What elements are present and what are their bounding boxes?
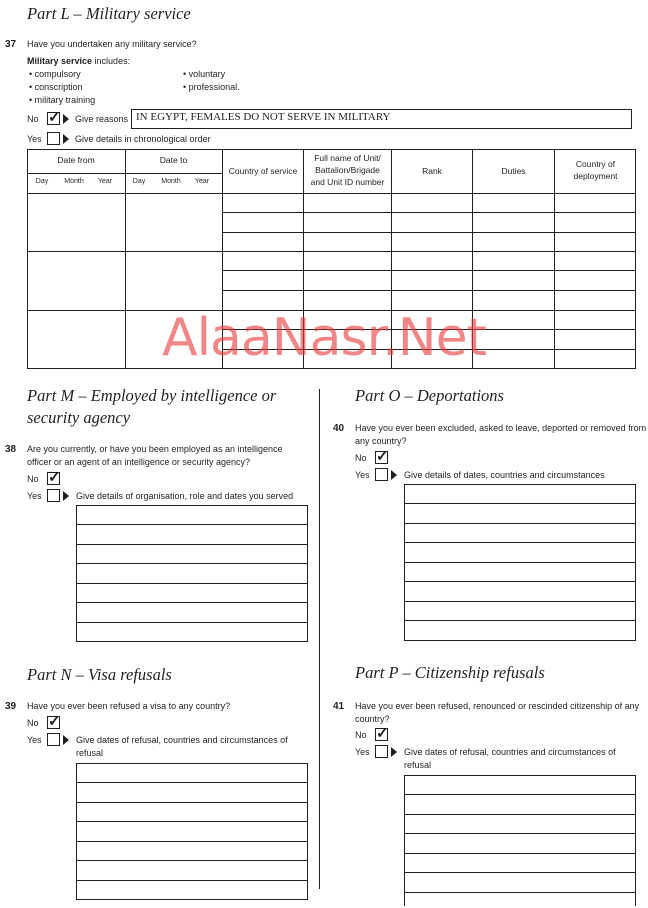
give-reasons-label: Give reasons <box>75 114 129 124</box>
check-icon: ✓ <box>48 469 61 486</box>
q37-no-label: No <box>27 114 39 124</box>
col-deployment-line-2: deployment <box>573 171 618 181</box>
arrow-icon <box>63 491 69 501</box>
q41-no-checkbox[interactable] <box>375 725 389 742</box>
col-to-year: Year <box>194 178 210 185</box>
question-40-text-1: Have you ever been excluded, asked to leave, deported or removed from <box>355 423 647 433</box>
bullet-professional: • professional. <box>183 81 240 94</box>
part-m-title-line-2: security agency <box>27 408 131 427</box>
q39-no-label: No <box>27 718 39 728</box>
part-o-title: Part O – Deportations <box>355 386 504 405</box>
question-40-number: 40 <box>333 423 345 434</box>
col-date-to: Date to <box>159 155 188 165</box>
col-deployment-line-1: Country of <box>575 159 616 169</box>
question-40-text-2: any country? <box>355 436 407 446</box>
q39-no-checkbox[interactable] <box>47 713 61 730</box>
q41-yes-instruction-1: Give dates of refusal, countries and circumstances of <box>404 747 616 757</box>
question-41-number: 41 <box>333 701 345 712</box>
bullet-conscription: • conscription <box>29 81 83 94</box>
question-37-text: Have you undertaken any military service? <box>27 39 197 49</box>
q37-reasons-field[interactable]: IN EGYPT, FEMALES DO NOT SERVE IN MILITARY <box>131 109 632 129</box>
question-37-number: 37 <box>5 39 17 50</box>
q39-yes-instruction-1: Give dates of refusal, countries and circumstances of <box>76 735 288 745</box>
check-icon: ✓ <box>376 725 389 742</box>
q38-no-checkbox[interactable] <box>47 469 61 486</box>
col-date-from: Date from <box>57 155 95 165</box>
q39-yes-label: Yes <box>27 735 42 745</box>
col-from-month: Month <box>64 178 84 185</box>
col-country-of-service: Country of service <box>228 166 298 176</box>
military-service-includes <box>27 55 130 68</box>
q40-details-box[interactable] <box>404 484 636 641</box>
col-to-month: Month <box>161 178 181 185</box>
q40-yes-instruction: Give details of dates, countries and circumstances <box>404 470 605 480</box>
q37-no-checkbox[interactable] <box>47 109 61 126</box>
lined-box <box>76 505 308 642</box>
q38-yes-instruction: Give details of organisation, role and dates you served <box>76 491 294 501</box>
q38-no-label: No <box>27 474 39 484</box>
col-unit-line-3: and Unit ID number <box>310 177 385 187</box>
q41-details-box[interactable] <box>404 775 636 906</box>
q39-yes-checkbox[interactable] <box>47 733 60 746</box>
question-41-text-1: Have you ever been refused, renounced or rescinded citizenship of any <box>355 701 640 711</box>
question-38-text-2: officer or an agent of an intelligence or security agency? <box>27 457 250 467</box>
col-unit-line-1: Full name of Unit/ <box>314 153 381 163</box>
part-p-title: Part P – Citizenship refusals <box>355 663 545 682</box>
col-from-year: Year <box>97 178 113 185</box>
col-duties: Duties <box>501 166 526 176</box>
q39-details-box[interactable] <box>76 763 308 900</box>
arrow-icon <box>63 114 69 124</box>
column-divider <box>319 389 320 889</box>
question-39-text: Have you ever been refused a visa to any country? <box>27 701 231 711</box>
part-m-title-line-1: Part M – Employed by intelligence or <box>27 386 277 405</box>
col-to-day: Day <box>132 178 146 185</box>
arrow-icon <box>391 470 397 480</box>
q37-yes-checkbox[interactable] <box>47 132 60 145</box>
q40-yes-checkbox[interactable] <box>375 468 388 481</box>
bullet-voluntary: • voluntary <box>183 68 225 81</box>
lined-box <box>76 763 308 900</box>
lined-box <box>404 775 636 906</box>
q38-details-box[interactable] <box>76 505 308 642</box>
check-icon: ✓ <box>376 448 389 465</box>
military-service-bold: Military service <box>27 56 93 66</box>
q37-yes-instruction: Give details in chronological order <box>75 134 211 144</box>
question-38-text-1: Are you currently, or have you been employed as an intelligence <box>27 444 283 454</box>
check-icon: ✓ <box>48 713 61 730</box>
q41-yes-instruction-2: refusal <box>404 760 432 770</box>
q38-yes-label: Yes <box>27 491 42 501</box>
arrow-icon <box>391 747 397 757</box>
includes-text: includes: <box>92 56 131 66</box>
col-rank: Rank <box>422 166 442 176</box>
col-from-day: Day <box>35 178 49 185</box>
watermark: AlaaNasr.Net <box>162 308 487 368</box>
q41-yes-checkbox[interactable] <box>375 745 388 758</box>
q40-no-checkbox[interactable] <box>375 448 389 465</box>
q38-yes-checkbox[interactable] <box>47 489 60 502</box>
part-n-title: Part N – Visa refusals <box>27 665 172 684</box>
arrow-icon <box>63 735 69 745</box>
part-l-title: Part L – Military service <box>27 4 191 23</box>
bullet-compulsory: • compulsory <box>29 68 81 81</box>
question-39-number: 39 <box>5 701 17 712</box>
q40-yes-label: Yes <box>355 470 370 480</box>
lined-box <box>404 484 636 641</box>
question-41-text-2: country? <box>355 714 390 724</box>
q41-no-label: No <box>355 730 367 740</box>
q39-yes-instruction-2: refusal <box>76 748 104 758</box>
question-38-number: 38 <box>5 444 17 455</box>
q37-yes-label: Yes <box>27 134 42 144</box>
arrow-icon <box>63 134 69 144</box>
bullet-military-training: • military training <box>29 94 95 107</box>
q40-no-label: No <box>355 453 367 463</box>
check-icon: ✓ <box>48 109 61 126</box>
q41-yes-label: Yes <box>355 747 370 757</box>
col-unit-line-2: Battalion/Brigade <box>315 165 380 175</box>
